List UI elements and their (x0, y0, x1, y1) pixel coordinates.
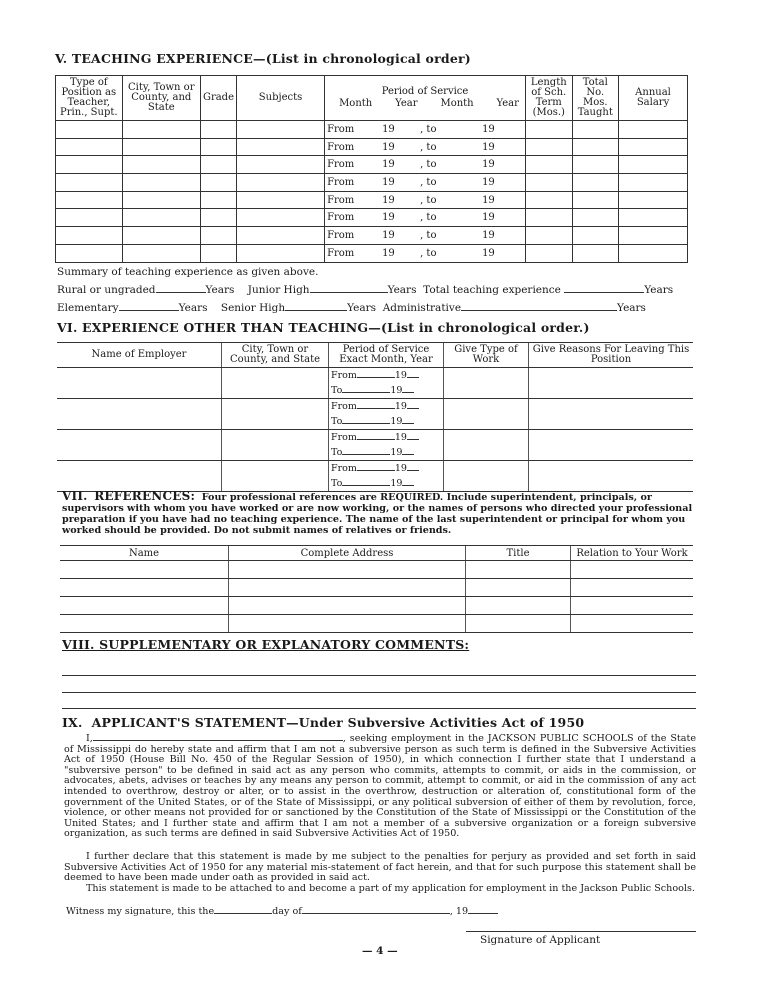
subjects-cell[interactable] (237, 244, 325, 262)
ref-address-cell[interactable] (229, 615, 466, 633)
subjects-cell[interactable] (237, 138, 325, 156)
applicant-name-field[interactable] (93, 740, 343, 741)
ref-relation-cell[interactable] (571, 561, 694, 579)
salary-cell[interactable] (619, 227, 688, 245)
total-cell[interactable] (572, 244, 619, 262)
section9-numeral: IX. (62, 715, 83, 730)
salary-cell[interactable] (619, 191, 688, 209)
to-label: To (331, 416, 343, 427)
ref-relation-cell[interactable] (571, 597, 694, 615)
city-cell[interactable] (122, 227, 200, 245)
employer-city-cell[interactable] (222, 368, 329, 399)
city-cell[interactable] (122, 191, 200, 209)
salary-cell[interactable] (619, 174, 688, 192)
from-year: 19 (394, 370, 407, 381)
total-cell[interactable] (572, 174, 619, 192)
from-year: 19 (394, 463, 407, 474)
comment-line-1[interactable] (62, 675, 696, 676)
teaching-row (56, 121, 688, 139)
total-cell[interactable] (572, 191, 619, 209)
to-year: 19 (390, 478, 403, 489)
period-year2: 19 (482, 229, 495, 241)
ref-title-cell[interactable] (466, 615, 571, 633)
ref-relation-cell[interactable] (571, 615, 694, 633)
period-year1: 19 (382, 141, 395, 153)
page-number: — 4 — (362, 945, 398, 957)
grade-cell[interactable] (200, 191, 236, 209)
period-year1: 19 (382, 194, 395, 206)
grade-cell[interactable] (200, 121, 236, 139)
header-subjects: Subjects (237, 76, 325, 121)
summary-years: Years (387, 284, 417, 296)
period-to: , to (420, 141, 437, 153)
grade-cell[interactable] (200, 227, 236, 245)
city-cell[interactable] (122, 138, 200, 156)
reason-cell[interactable] (529, 399, 694, 430)
teaching-row (56, 138, 688, 156)
header-employer: Name of Employer (57, 343, 222, 368)
teaching-row (56, 227, 688, 245)
employer-row (57, 368, 693, 399)
header-position: Type of Position as Teacher, Prin., Supt. (56, 76, 123, 121)
summary-years: Years (205, 284, 235, 296)
teaching-row (56, 156, 688, 174)
to-year: 19 (390, 385, 403, 396)
header-length: Length of Sch. Term (Mos.) (525, 76, 572, 121)
ref-name-cell[interactable] (60, 561, 229, 579)
employer-period-cell[interactable] (329, 368, 444, 399)
other-experience-table (57, 342, 693, 492)
employer-period-cell[interactable] (329, 461, 444, 492)
to-year: 19 (390, 447, 403, 458)
period-to: , to (420, 229, 437, 241)
references-table (60, 545, 693, 633)
length-cell[interactable] (525, 191, 572, 209)
summary-title: Summary of teaching experience as given above. (57, 266, 319, 278)
period-year2: 19 (482, 247, 495, 259)
comment-line-3[interactable] (62, 708, 696, 709)
ref-title-cell[interactable] (466, 561, 571, 579)
city-cell[interactable] (122, 209, 200, 227)
subjects-cell[interactable] (237, 174, 325, 192)
signature-label: Signature of Applicant (480, 934, 601, 946)
position-cell[interactable] (56, 174, 123, 192)
city-cell[interactable] (122, 156, 200, 174)
employer-period-cell[interactable] (329, 399, 444, 430)
position-cell[interactable] (56, 138, 123, 156)
witness-day-field[interactable] (214, 913, 272, 914)
header-ref-name: Name (60, 546, 229, 561)
grade-cell[interactable] (200, 209, 236, 227)
period-year2: 19 (482, 194, 495, 206)
total-cell[interactable] (572, 209, 619, 227)
to-label: To (331, 478, 343, 489)
period-year2: 19 (482, 159, 495, 171)
witness-year-field[interactable] (468, 913, 498, 914)
teaching-row (56, 244, 688, 262)
header-period-label: Period of Service (381, 86, 469, 97)
statement-i: I, (86, 733, 93, 744)
period-year1: 19 (382, 159, 395, 171)
summary-years: Years (347, 302, 376, 314)
period-from: From (327, 194, 355, 206)
from-label: From (331, 370, 357, 381)
header-ref-title: Title (466, 546, 571, 561)
work-type-cell[interactable] (444, 430, 529, 461)
period-cell[interactable] (325, 244, 526, 262)
section7-numeral: VII. (62, 489, 88, 503)
header-month2: Month (440, 98, 474, 109)
to-label: To (331, 385, 343, 396)
city-cell[interactable] (122, 174, 200, 192)
salary-cell[interactable] (619, 138, 688, 156)
summary-row1 (57, 284, 691, 296)
to-year: 19 (390, 416, 403, 427)
period-cell[interactable] (325, 174, 526, 192)
witness-label: Witness my signature, this the (66, 906, 215, 917)
period-cell[interactable] (325, 209, 526, 227)
city-cell[interactable] (122, 244, 200, 262)
subjects-cell[interactable] (237, 156, 325, 174)
summary-row2 (57, 302, 691, 314)
header-city: City, Town or County, and State (122, 76, 200, 121)
period-to: , to (420, 159, 437, 171)
header-total: Total No. Mos. Taught (572, 76, 619, 121)
employer-period-cell[interactable] (329, 430, 444, 461)
ref-name-cell[interactable] (60, 579, 229, 597)
header-salary: Annual Salary (619, 76, 688, 121)
salary-cell[interactable] (619, 156, 688, 174)
ref-address-cell[interactable] (229, 597, 466, 615)
witness-line (66, 907, 498, 918)
teaching-experience-table (55, 75, 688, 263)
header-period6: Period of Service Exact Month, Year (329, 343, 444, 368)
from-label: From (331, 401, 357, 412)
from-label: From (331, 432, 357, 443)
section6-title: VI. EXPERIENCE OTHER THAN TEACHING—(List in chronological order.) (57, 320, 590, 335)
summary-senior: Senior High (220, 302, 286, 314)
period-year2: 19 (482, 141, 495, 153)
subjects-cell[interactable] (237, 227, 325, 245)
section7-text: Four professional references are REQUIRED. Include superintendent, principals, or supervisors with whom you have worked or are now working, or the names of persons who directed your professional preparation if you have had no teaching experience. The name of the last superintendent or principal for whom you worked should be provided. Do not submit names of relatives or friends. (62, 492, 693, 536)
summary-years: Years (644, 284, 674, 296)
header-year2: Year (496, 98, 519, 109)
subjects-cell[interactable] (237, 191, 325, 209)
period-year2: 19 (482, 212, 495, 224)
employer-cell[interactable] (57, 368, 222, 399)
employer-cell[interactable] (57, 430, 222, 461)
grade-cell[interactable] (200, 244, 236, 262)
statement-para1 (64, 734, 696, 840)
period-from: From (327, 247, 355, 259)
ref-relation-cell[interactable] (571, 579, 694, 597)
work-type-cell[interactable] (444, 368, 529, 399)
reference-row (60, 579, 693, 597)
employer-city-cell[interactable] (222, 399, 329, 430)
period-from: From (327, 212, 355, 224)
city-cell[interactable] (122, 121, 200, 139)
section8-title: VIII. SUPPLEMENTARY OR EXPLANATORY COMMENTS: (62, 637, 470, 652)
work-type-cell[interactable] (444, 399, 529, 430)
position-cell[interactable] (56, 121, 123, 139)
employer-cell[interactable] (57, 461, 222, 492)
teaching-row (56, 191, 688, 209)
period-to: , to (420, 247, 437, 259)
position-cell[interactable] (56, 227, 123, 245)
header-month1: Month (339, 98, 373, 109)
ref-address-cell[interactable] (229, 561, 466, 579)
section9-heading (62, 715, 584, 730)
statement-para2: I further declare that this statement is made by me subject to the penalties for perjury as provided and set forth in said Subversive Activities Act of 1950 for any material mis-statement of fact herein, and that for such purpose this statement shall be deemed to have been made under oath as provided in said act. (64, 851, 696, 884)
period-from: From (327, 141, 355, 153)
work-type-cell[interactable] (444, 461, 529, 492)
section7-block (62, 491, 694, 536)
reason-cell[interactable] (529, 430, 694, 461)
period-cell[interactable] (325, 227, 526, 245)
position-cell[interactable] (56, 191, 123, 209)
ref-name-cell[interactable] (60, 597, 229, 615)
summary-junior: Junior High (247, 284, 310, 296)
length-cell[interactable] (525, 227, 572, 245)
header-year1: Year (395, 98, 418, 109)
teaching-row (56, 209, 688, 227)
summary-rural: Rural or ungraded (57, 284, 156, 296)
period-cell[interactable] (325, 191, 526, 209)
witness-day-of: day of (272, 906, 302, 917)
total-cell[interactable] (572, 138, 619, 156)
period-year1: 19 (382, 247, 395, 259)
ref-title-cell[interactable] (466, 597, 571, 615)
employer-cell[interactable] (57, 399, 222, 430)
length-cell[interactable] (525, 156, 572, 174)
header-city6: City, Town or County, and State (222, 343, 329, 368)
reference-row (60, 561, 693, 579)
salary-cell[interactable] (619, 121, 688, 139)
period-to: , to (420, 123, 437, 135)
period-cell[interactable] (325, 156, 526, 174)
period-year1: 19 (382, 176, 395, 188)
total-cell[interactable] (572, 227, 619, 245)
summary-total: Total teaching experience (423, 284, 561, 296)
header-reasons: Give Reasons For Leaving This Position (529, 343, 694, 368)
period-from: From (327, 159, 355, 171)
period-from: From (327, 229, 355, 241)
from-label: From (331, 463, 357, 474)
ref-name-cell[interactable] (60, 615, 229, 633)
length-cell[interactable] (525, 209, 572, 227)
comment-line-2[interactable] (62, 692, 696, 693)
reason-cell[interactable] (529, 461, 694, 492)
position-cell[interactable] (56, 209, 123, 227)
period-year1: 19 (382, 229, 395, 241)
subjects-cell[interactable] (237, 121, 325, 139)
witness-month-field[interactable] (302, 913, 450, 914)
employer-city-cell[interactable] (222, 430, 329, 461)
teaching-row (56, 174, 688, 192)
summary-years: Years (178, 302, 208, 314)
period-cell[interactable] (325, 121, 526, 139)
length-cell[interactable] (525, 174, 572, 192)
statement-para3: This statement is made to be attached to and become a part of my application for employment in the Jackson Public Schools. (86, 883, 695, 894)
header-grade: Grade (200, 76, 236, 121)
statement-p1: , seeking employment in the JACKSON PUBLIC SCHOOLS of the State of Mississippi do hereby state and affirm that I am not a subversive person as such term is defined in the Subversive Activities Act of 1950 (House Bill No. 450 of the Regular Session of 1950), in which connection I further state that I understand a "subversive person" to be defined in said act as any person who commits, attempts to commit, or aids in the commission, or advocates, abets, advises or teaches by any means any person to commit, attempt to commit, or aid in the commission of any act intended to overthrow, destroy or alter, or to assist in the overthrow, destruction or alteration of, constitutional form of the government of the United States, or of the State of Mississippi, or any political subversion of either of them by revolution, force, violence, or other means not provided for or sanctioned by the Constitution of the State of Mississippi or the Constitution of the United States; and I further state and affirm that I am not a member of a subversive organization or a foreign subversive organization, as such terms are defined in said Subversive Activities Act of 1950. (64, 733, 696, 840)
employer-row (57, 461, 693, 492)
grade-cell[interactable] (200, 156, 236, 174)
period-year2: 19 (482, 176, 495, 188)
to-label: To (331, 447, 343, 458)
total-cell[interactable] (572, 121, 619, 139)
employer-city-cell[interactable] (222, 461, 329, 492)
employer-row (57, 399, 693, 430)
length-cell[interactable] (525, 244, 572, 262)
from-year: 19 (394, 401, 407, 412)
period-year2: 19 (482, 123, 495, 135)
period-to: , to (420, 194, 437, 206)
period-cell[interactable] (325, 138, 526, 156)
section9-title: APPLICANT'S STATEMENT—Under Subversive Activities Act of 1950 (91, 715, 585, 730)
period-to: , to (420, 176, 437, 188)
header-type: Give Type of Work (444, 343, 529, 368)
signature-line[interactable] (466, 931, 696, 932)
section5-title: V. TEACHING EXPERIENCE—(List in chronological order) (55, 51, 471, 66)
period-from: From (327, 123, 355, 135)
period-from: From (327, 176, 355, 188)
employer-row (57, 430, 693, 461)
reason-cell[interactable] (529, 368, 694, 399)
length-cell[interactable] (525, 138, 572, 156)
witness-year: , 19 (449, 906, 469, 917)
section7-title: REFERENCES: (94, 489, 196, 503)
from-year: 19 (394, 432, 407, 443)
summary-admin: Administrative (382, 302, 462, 314)
ref-address-cell[interactable] (229, 579, 466, 597)
total-cell[interactable] (572, 156, 619, 174)
position-cell[interactable] (56, 156, 123, 174)
period-year1: 19 (382, 212, 395, 224)
header-period (325, 76, 526, 121)
grade-cell[interactable] (200, 174, 236, 192)
grade-cell[interactable] (200, 138, 236, 156)
reference-row (60, 597, 693, 615)
position-cell[interactable] (56, 244, 123, 262)
salary-cell[interactable] (619, 209, 688, 227)
length-cell[interactable] (525, 121, 572, 139)
period-year1: 19 (382, 123, 395, 135)
summary-elementary: Elementary (57, 302, 119, 314)
ref-title-cell[interactable] (466, 579, 571, 597)
reference-row (60, 615, 693, 633)
summary-years: Years (617, 302, 646, 314)
salary-cell[interactable] (619, 244, 688, 262)
header-ref-address: Complete Address (229, 546, 466, 561)
period-to: , to (420, 212, 437, 224)
subjects-cell[interactable] (237, 209, 325, 227)
header-ref-relation: Relation to Your Work (571, 546, 694, 561)
